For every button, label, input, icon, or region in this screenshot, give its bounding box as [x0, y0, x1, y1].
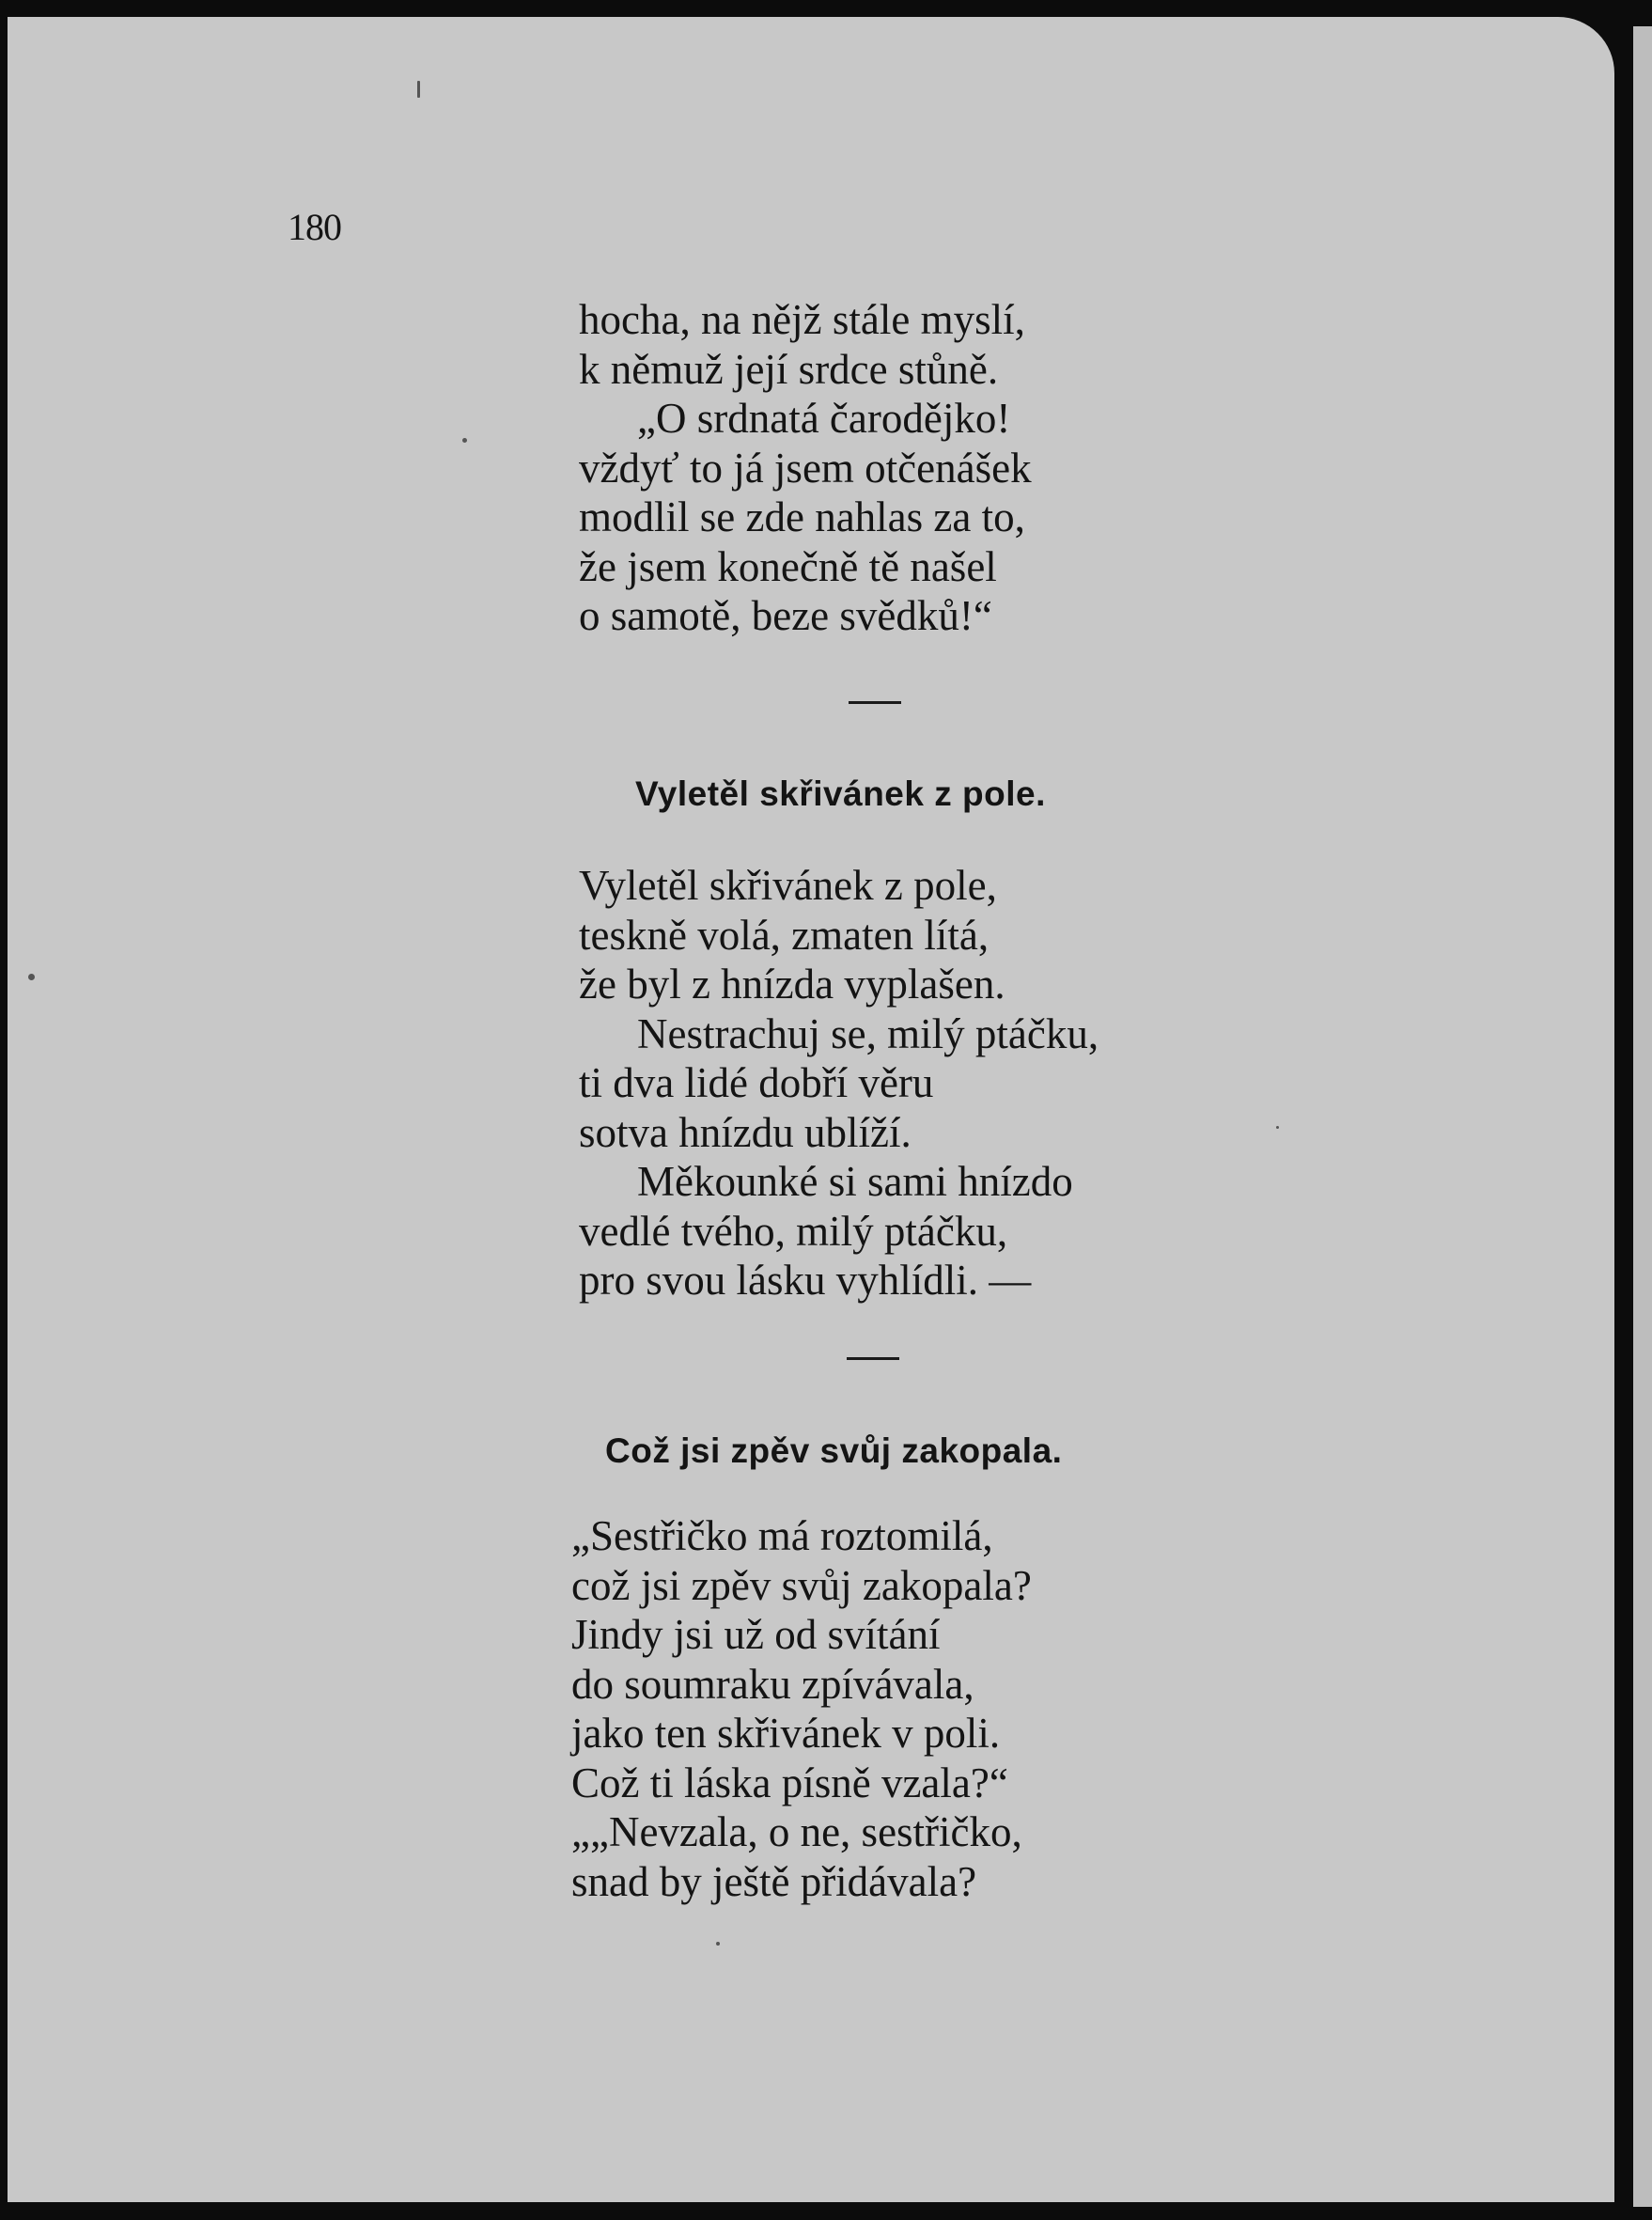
poem-line: Měkounké si sami hnízdo	[637, 1158, 1073, 1205]
poem-line: že byl z hnízda vyplašen.	[579, 961, 1005, 1008]
poem-line: že jsem konečně tě našel	[579, 542, 997, 590]
poem-line: Nestrachuj se, milý ptáčku,	[637, 1009, 1099, 1057]
poem-line: vedlé tvého, milý ptáčku,	[579, 1207, 1008, 1255]
scan-speck	[28, 974, 35, 980]
poem-line: „„Nevzala, o ne, sestřičko,	[571, 1808, 1022, 1855]
poem-line: do soumraku zpívávala,	[571, 1660, 974, 1708]
poem-line: sotva hnízdu ublíží.	[579, 1108, 912, 1156]
scan-speck	[462, 438, 467, 443]
poem-line: hocha, na nějž stále myslí,	[579, 296, 1025, 343]
poem-line: teskně volá, zmaten lítá,	[579, 911, 990, 959]
scan-speck	[716, 1942, 720, 1946]
poem-line: modlil se zde nahlas za to,	[579, 493, 1025, 540]
poem-line: jako ten skřivánek v poli.	[571, 1710, 1001, 1757]
poem-body	[571, 1511, 1032, 1906]
book-page	[8, 17, 1614, 2202]
poem-line: Vyletěl skřivánek z pole,	[579, 862, 997, 909]
poem-line: ti dva lidé dobří věru	[579, 1059, 934, 1106]
stanza-continued	[579, 295, 1032, 641]
scan-speck	[417, 81, 420, 98]
section-divider	[849, 701, 901, 704]
poem-body	[579, 861, 1099, 1305]
poem-line: vždyť to já jsem otčenášek	[579, 444, 1032, 492]
poem-line: Jindy jsi už od svítání	[571, 1611, 941, 1658]
poem-line: pro svou lásku vyhlídli. —	[579, 1257, 1032, 1304]
section-divider	[847, 1357, 899, 1360]
scan-edge-strip	[1633, 26, 1652, 2207]
poem-line: o samotě, beze svědků!“	[579, 592, 992, 639]
poem-line: „Sestřičko má roztomilá,	[571, 1512, 993, 1559]
poem-line: k němuž její srdce stůně.	[579, 345, 999, 393]
page-number: 180	[288, 206, 341, 248]
scan-speck	[1276, 1126, 1279, 1129]
poem-line: Což ti láska písně vzala?“	[571, 1759, 1008, 1806]
poem-line: což jsi zpěv svůj zakopala?	[571, 1561, 1032, 1609]
poem-line: „O srdnatá čarodějko!	[637, 395, 1011, 442]
poem-title: Což jsi zpěv svůj zakopala.	[605, 1431, 1063, 1470]
poem-line: snad by ještě přidávala?	[571, 1857, 977, 1905]
poem-title: Vyletěl skřivánek z pole.	[635, 774, 1046, 813]
